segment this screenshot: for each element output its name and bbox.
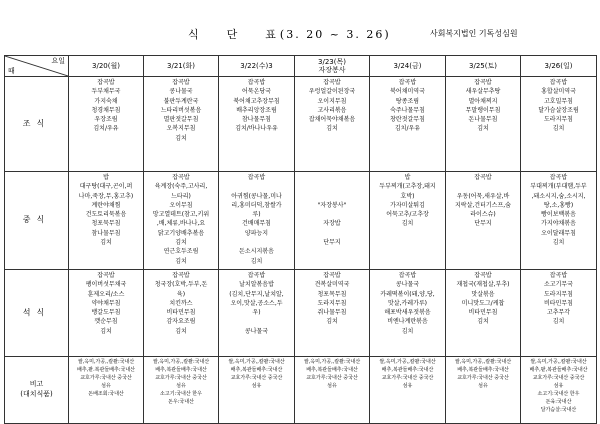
menu-cell <box>69 77 144 172</box>
menu-item: 감자요조림 <box>166 318 196 326</box>
origin-note: 교호가루:국내산 중국산 <box>80 375 132 381</box>
menu-cell <box>219 77 295 172</box>
menu-item: 해포박새우젓볶음 <box>384 309 431 317</box>
menu-item: 참나물무침 <box>242 116 271 124</box>
menu-item <box>296 182 368 191</box>
menu-cell <box>370 270 446 357</box>
menu-item: 훈제오리/소스 <box>87 290 125 298</box>
menu-item: 쥐나물무침 <box>317 309 347 317</box>
menu-item <box>296 229 368 238</box>
menu-item: 돈나물무침 <box>468 116 498 124</box>
menu-item: 비엔나계란볶음 <box>387 318 428 326</box>
menu-item: 어묵고추/고추장 <box>386 211 429 219</box>
origin-note: 배추,복관들배추:국내산 <box>230 367 283 373</box>
day-date: 3/20(월) <box>92 61 120 70</box>
menu-item: 김치 <box>100 327 112 335</box>
menu-cell <box>219 172 295 270</box>
menu-item: 우동(어묵,새우살,바 <box>456 192 510 200</box>
menu-item: 김치 <box>401 220 414 228</box>
menu-cell <box>144 357 219 424</box>
origin-note: 쌀,옥미,가공,,칼괄:국내산 <box>379 359 436 365</box>
day-header <box>219 56 295 77</box>
menu-item <box>220 317 293 326</box>
menu-item: 탕,소,홍빵) <box>543 201 574 209</box>
menu-item: 재첩국(재첩살,부추) <box>456 281 510 289</box>
origin-note: 섬유 <box>327 383 337 389</box>
notes-label-text: 비고 (대치식품) <box>20 380 53 398</box>
menu-item: 육) <box>176 290 186 298</box>
menu-item: 도라지무침 <box>544 290 573 298</box>
menu-item: 숙주나물무침 <box>390 106 425 114</box>
day-date: 3/21(화) <box>167 61 195 70</box>
menu-item: 치킨까스 <box>169 299 193 307</box>
origin-note: 교호가루:국내산 중국산 <box>532 375 585 381</box>
origin-note: 소고기:국내산 한우 <box>537 391 580 397</box>
meal-label-lunch: 중식 <box>5 172 69 270</box>
menu-item: 잡곡밥 <box>247 174 266 181</box>
menu-item: 김치 <box>326 318 338 326</box>
menu-cell <box>295 172 370 270</box>
menu-item: 잡곡밥 <box>172 272 190 279</box>
title-char: 식 <box>188 28 201 41</box>
menu-item: 부대찌개(부대햄,두부 <box>530 183 587 191</box>
menu-item <box>296 210 368 219</box>
menu-item: 지락살,건터기스프,숨 <box>455 201 511 209</box>
menu-cell <box>521 357 597 424</box>
day-header <box>446 56 521 77</box>
menu-item: 팽이버섯무채국 <box>85 281 127 289</box>
origin-note: 쌀,옥미,가공,,칼괄:국내산 <box>303 359 361 365</box>
menu-item <box>447 182 519 191</box>
origin-note: 교호가루:국내산 중국산 <box>457 375 509 381</box>
menu-cell <box>295 270 370 357</box>
menu-item: 잡곡밥 <box>97 272 115 279</box>
menu-item: 고추무각 <box>546 309 571 317</box>
menu-item: 김치 <box>175 134 187 142</box>
origin-note: 섬유 <box>251 383 262 389</box>
menu-item: 잡곡밥 <box>247 79 266 86</box>
meal-label-breakfast: 조식 <box>5 77 69 172</box>
menu-item <box>296 173 368 182</box>
origin-note: 돈육:국내산 <box>545 399 572 405</box>
origin-note: 섬유 <box>101 383 111 389</box>
dinner-row <box>5 270 597 357</box>
origin-note: 섬유 <box>402 383 413 389</box>
menu-item: 잡곡밥 <box>474 272 492 279</box>
menu-item: 창란젓갈무침 <box>390 116 425 124</box>
menu-item: 가지야채볶음 <box>541 220 576 228</box>
menu-item: 김치 <box>175 327 187 335</box>
menu-cell <box>521 172 597 270</box>
origin-note: 돈배조회:국내산 <box>88 391 124 397</box>
menu-item: 날치알볶음밥 <box>239 281 274 289</box>
menu-item: 김치 <box>477 318 489 326</box>
menu-item: 호박) <box>400 192 415 200</box>
menu-item: 고호밀무침 <box>544 97 573 105</box>
day-header <box>370 56 446 77</box>
menu-item: 탕종조림 <box>395 97 420 105</box>
menu-item: 김치 <box>175 239 187 247</box>
title-char: 표 <box>265 28 278 41</box>
menu-item: 청국장(호박,두부,돈 <box>154 281 208 289</box>
menu-item: 잡채어묵야채볶음 <box>308 116 356 124</box>
menu-item: 가자미살튀김 <box>390 201 425 209</box>
menu-item: 잡곡밥 <box>474 79 492 86</box>
menu-item: 깻순무침 <box>94 318 118 326</box>
origin-note: 섬유 <box>478 383 488 389</box>
menu-item: 새우살무추탕 <box>465 88 501 96</box>
origin-note: 섬유 <box>176 383 186 389</box>
menu-cell <box>69 270 144 357</box>
menu-item: 콩나물국 <box>395 281 420 289</box>
lunch-row <box>5 172 597 270</box>
menu-item: "자장봉사" <box>317 201 347 209</box>
header-row <box>5 56 597 77</box>
menu-cell <box>144 270 219 357</box>
origin-note: 쌀,옥미,가공,,칼괄:국내산 <box>454 359 512 365</box>
menu-item: 닭고기양배추볶음 <box>157 229 205 237</box>
menu-item: 김치 <box>552 125 565 133</box>
day-header <box>69 56 144 77</box>
menu-item: 김치 <box>477 125 489 133</box>
menu-item: 느타리) <box>171 192 191 200</box>
day-date: 3/26(일) <box>544 61 573 70</box>
menu-item: 김치/우유 <box>394 125 421 133</box>
menu-item: ,돼소시지,숨,소시지, <box>531 192 586 200</box>
menu-item: 단무지 <box>474 220 492 228</box>
menu-item: 멸아채찌지 <box>468 97 498 105</box>
menu-item: 잡곡밥 <box>549 272 568 279</box>
menu-item: 리,홍미더덕,참쌀가 <box>231 201 282 209</box>
menu-item: 우) <box>252 309 261 317</box>
menu-item: 오이,맛살,공소스,두 <box>230 299 283 307</box>
menu-item: 육계장(숙주,고사리, <box>154 183 208 191</box>
menu-item <box>296 192 368 201</box>
menu-item: 건배매무침 <box>242 220 271 228</box>
menu-item: 멸판젓갈무침 <box>163 116 199 124</box>
menu-cell <box>370 77 446 172</box>
menu-item: 미니맛도그/케찹 <box>461 299 505 307</box>
notes-row <box>5 357 597 424</box>
menu-item: 비타민무침 <box>166 309 196 317</box>
menu-item: 오이달래무침 <box>541 229 576 237</box>
menu-item: 연근호두조림 <box>163 248 199 256</box>
menu-item: 망고열데트(참고,키위 <box>152 211 210 219</box>
menu-item: 대구탕(대구,곤이,퍼 <box>79 183 133 191</box>
page-title <box>188 26 391 42</box>
origin-note: 배추,복관들배추:국내산 <box>457 367 509 373</box>
menu-cell <box>219 357 295 424</box>
title-row <box>0 26 600 46</box>
menu-item: 참나물무침 <box>91 229 121 237</box>
menu-item: 오복지무침 <box>166 125 196 133</box>
origin-note: 달가슴살:국내산 <box>540 407 577 413</box>
menu-item: 루) <box>252 211 261 219</box>
menu-item: 청포목무침 <box>317 290 347 298</box>
menu-item: 고사리볶음 <box>317 106 347 114</box>
menu-cell <box>370 172 446 270</box>
corner-meal-label: 때 <box>8 66 15 75</box>
menu-table <box>4 55 597 424</box>
origin-note: 돈우:국내산 <box>168 399 194 405</box>
origin-note: 쌀,옥미,가공,,칼괄:국내산 <box>152 359 210 365</box>
menu-item: 라이스슈) <box>470 211 496 219</box>
menu-item: 밥 <box>103 174 109 181</box>
menu-item: 무말랭이무침 <box>465 106 501 114</box>
menu-item: 양파능지 <box>244 229 269 237</box>
menu-item: 김치 <box>326 125 338 133</box>
menu-cell <box>144 172 219 270</box>
menu-item: 김치 <box>100 239 112 247</box>
origin-note: 배추,복관들배추:국내산 <box>155 367 207 373</box>
menu-item: 두부찌개(고추장,돼지 <box>379 183 436 191</box>
origin-note: 교호가루:국내산 중국산 <box>381 375 434 381</box>
menu-item: 김치 <box>552 239 565 247</box>
menu-item: 김치 <box>401 327 414 335</box>
menu-item: 우렁얼갈이된장국 <box>308 88 356 96</box>
corner-day-label: 요일 <box>51 57 65 65</box>
menu-item: 김치 <box>552 318 565 326</box>
menu-item: 잡곡밥 <box>323 272 341 279</box>
origin-note: 배추,팥.복관들배추:국내산 <box>77 367 135 373</box>
menu-item: 건도토리묵볶음 <box>85 211 127 219</box>
menu-cell <box>69 172 144 270</box>
menu-item: 홍합살미역국 <box>541 88 576 96</box>
menu-item: 돈소시지볶음 <box>239 248 274 256</box>
menu-item: 김치 <box>250 257 263 265</box>
menu-item: 김치/바나나우유 <box>235 125 278 133</box>
menu-cell <box>446 270 521 357</box>
day-header <box>521 56 597 77</box>
menu-item: 맛살,카레가루) <box>387 299 428 307</box>
menu-item: 느타리버섯볶음 <box>160 106 202 114</box>
breakfast-row <box>5 77 597 172</box>
menu-item: 불판두계란국 <box>163 97 199 105</box>
menu-cell <box>521 77 597 172</box>
menu-item: 비타민무침 <box>468 309 498 317</box>
origin-note: 교호가루:국내산 중국산 <box>306 375 358 381</box>
menu-cell <box>446 357 521 424</box>
menu-item: 빵이보백볶음 <box>541 211 576 219</box>
menu-item: 오이무침 <box>169 201 193 209</box>
menu-item: ,배,체류,바나나,요 <box>156 220 206 228</box>
menu-item <box>220 182 293 191</box>
menu-item: 두부채무국 <box>91 88 121 96</box>
menu-cell <box>446 172 521 270</box>
menu-item: 콩나물국 <box>244 327 269 335</box>
menu-item: 견복살미역국 <box>314 281 350 289</box>
menu-cell <box>295 357 370 424</box>
day-header <box>144 56 219 77</box>
meal-label-notes <box>5 357 69 424</box>
menu-item: 단무지 <box>323 239 341 247</box>
title-date-range: (3. 20 ~ 3. 26) <box>279 28 391 41</box>
menu-item: 나마,죽장,무,홍고추) <box>78 192 134 200</box>
origin-note: 쌀,옥미,가공,,칼괄:국내산 <box>530 359 587 365</box>
origin-note: 배추,복관들배추:국내산 <box>381 367 434 373</box>
origin-note: 배추,팥,복관들배추:국내산 <box>529 367 588 373</box>
day-date: 3/24(금) <box>393 61 422 70</box>
menu-item: 잡곡밥 <box>172 79 190 86</box>
menu-cell <box>521 270 597 357</box>
corner-cell <box>5 56 69 77</box>
menu-cell <box>219 270 295 357</box>
menu-item: 소고기무국 <box>544 281 573 289</box>
menu-item: 잡곡밥 <box>398 272 417 279</box>
origin-note: 소고기:국내산 한우 <box>160 391 202 397</box>
menu-item: 김치/우유 <box>93 125 119 133</box>
menu-item: 카레떡볶이(돼,양,당, <box>380 290 435 298</box>
menu-item: 계란야채찜 <box>91 201 121 209</box>
menu-item: 북어채미역국 <box>390 88 425 96</box>
menu-item: 잡곡밥 <box>323 79 341 86</box>
menu-item: 잡곡밥 <box>474 174 492 181</box>
menu-item: 청경채무침 <box>91 106 121 114</box>
menu-cell <box>295 77 370 172</box>
menu-item: 오이지무침 <box>317 97 347 105</box>
origin-note: 쌀,옥미,가공,,칼괄:국내산 <box>228 359 285 365</box>
menu-item: 맛살볶음 <box>471 290 495 298</box>
menu-item: 도라지무침 <box>544 116 573 124</box>
organization-name: 사회복지법인 기독성심원 <box>430 29 518 38</box>
menu-item: 달가슴살장조림 <box>538 106 579 114</box>
title-char: 단 <box>226 28 240 41</box>
origin-note: 배추,복관들배추:국내산 <box>306 367 358 373</box>
day-event: 자장봉사 <box>318 66 346 74</box>
menu-item: 약야채무침 <box>91 299 121 307</box>
origin-note: 교호가루:국내산 중국산 <box>230 375 283 381</box>
day-date: 3/22(수)3 <box>240 61 273 70</box>
menu-item: 비타민무침 <box>544 299 573 307</box>
menu-item: 잡곡밥 <box>172 174 190 181</box>
menu-item: 밥 <box>404 174 411 181</box>
menu-item: 잡곡밥 <box>247 272 266 279</box>
day-header <box>295 56 370 77</box>
menu-item: 북어채고추장무침 <box>233 97 280 105</box>
menu-item: 도라지무침 <box>317 299 347 307</box>
menu-item: 배추리앙장조림 <box>236 106 277 114</box>
menu-item: 잡곡밥 <box>97 79 115 86</box>
menu-cell <box>144 77 219 172</box>
menu-item: 가지숙채 <box>94 97 118 105</box>
menu-cell <box>446 77 521 172</box>
menu-item: 뱅갈도무침 <box>91 309 121 317</box>
menu-item: 아귀찜(콩나물,미나 <box>231 192 282 200</box>
origin-note: 교호가루:국내산 중국산 <box>155 375 207 381</box>
day-date: 3/23(목) <box>318 57 346 66</box>
menu-item: 잡곡밥 <box>549 79 568 86</box>
menu-item: (김치,단무지,날치알, <box>229 290 284 298</box>
menu-item: 청포묵무침 <box>91 220 121 228</box>
menu-item: 잡곡밥 <box>398 79 417 86</box>
meal-label-dinner: 석식 <box>5 270 69 357</box>
day-date: 3/25(토) <box>469 61 497 70</box>
menu-item: 잡곡밥 <box>549 174 568 181</box>
menu-item: 자장밥 <box>323 220 341 228</box>
menu-item: 어묵온당국 <box>242 88 271 96</box>
menu-item <box>220 238 293 247</box>
menu-item: 우장조림 <box>94 116 118 124</box>
menu-cell <box>370 357 446 424</box>
origin-note: 섬유 <box>553 383 564 389</box>
menu-item: 콩나물국 <box>169 88 193 96</box>
origin-note: 쌀,옥미,가공,,칼괄:국내산 <box>77 359 135 365</box>
menu-cell <box>69 357 144 424</box>
menu-item: 김치 <box>175 257 187 265</box>
